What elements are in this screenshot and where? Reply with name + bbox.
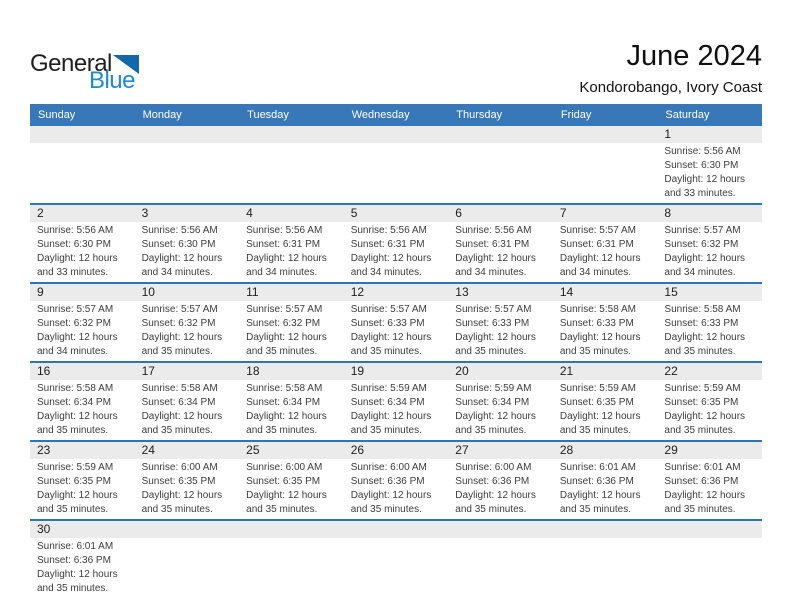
daylight-text: Daylight: 12 hours and 35 minutes. (455, 411, 536, 436)
day-cell (344, 284, 449, 361)
day-number: 28 (553, 442, 658, 459)
sunrise-text: Sunrise: 5:58 AM (246, 383, 323, 394)
daylight-text: Daylight: 12 hours and 35 minutes. (664, 332, 746, 357)
day-number: 14 (553, 284, 658, 301)
day-number: 18 (239, 363, 344, 380)
day-number: 10 (135, 284, 240, 301)
daylight-text: Daylight: 12 hours and 35 minutes. (37, 490, 118, 515)
daylight-text: Daylight: 12 hours and 35 minutes. (37, 411, 118, 436)
day-info (657, 538, 762, 595)
day-info (239, 380, 344, 440)
sunrise-text: Sunrise: 6:00 AM (141, 462, 218, 473)
sunrise-text: Sunrise: 5:57 AM (559, 225, 636, 236)
day-number: 8 (657, 205, 762, 222)
weekday-header-row (30, 104, 762, 126)
day-info (30, 222, 135, 282)
day-cell (135, 284, 240, 361)
sunset-text: Sunset: 6:36 PM (350, 476, 425, 487)
title-block (579, 40, 762, 97)
daylight-text: Daylight: 12 hours and 34 minutes. (37, 332, 118, 357)
sunrise-text: Sunrise: 5:58 AM (559, 304, 636, 315)
day-cell (448, 363, 553, 440)
day-cell (553, 521, 658, 598)
sunrise-text: Sunrise: 5:58 AM (664, 304, 741, 315)
day-number: 16 (30, 363, 135, 380)
day-info (30, 538, 135, 598)
day-number: 9 (30, 284, 135, 301)
daylight-text: Daylight: 12 hours and 33 minutes. (664, 174, 746, 199)
sunset-text: Sunset: 6:35 PM (559, 397, 634, 408)
day-cell (344, 521, 449, 598)
day-info (30, 380, 135, 440)
daylight-text: Daylight: 12 hours and 34 minutes. (559, 253, 641, 278)
daylight-text: Daylight: 12 hours and 35 minutes. (141, 490, 223, 515)
sunrise-text: Sunrise: 6:01 AM (664, 462, 741, 473)
daylight-text: Daylight: 12 hours and 35 minutes. (246, 490, 327, 515)
logo-text-blue: Blue (88, 67, 135, 94)
page-header (30, 0, 762, 104)
sunrise-text: Sunrise: 5:59 AM (559, 383, 636, 394)
daylight-text: Daylight: 12 hours and 35 minutes. (246, 332, 327, 357)
day-number (657, 521, 762, 538)
day-info (553, 538, 658, 595)
day-number: 3 (135, 205, 240, 222)
sunset-text: Sunset: 6:33 PM (350, 318, 425, 329)
calendar-week-row (30, 126, 762, 203)
sunset-text: Sunset: 6:34 PM (350, 397, 425, 408)
day-number (239, 126, 344, 143)
day-cell (30, 363, 135, 440)
daylight-text: Daylight: 12 hours and 34 minutes. (141, 253, 223, 278)
sunset-text: Sunset: 6:32 PM (141, 318, 216, 329)
day-info (239, 301, 344, 361)
day-cell (657, 205, 762, 282)
sunset-text: Sunset: 6:32 PM (246, 318, 321, 329)
sunrise-text: Sunrise: 5:57 AM (350, 304, 427, 315)
day-info (657, 380, 762, 440)
day-cell (448, 126, 553, 203)
day-cell (553, 284, 658, 361)
day-number: 26 (344, 442, 449, 459)
day-cell (553, 205, 658, 282)
day-number (344, 126, 449, 143)
day-cell (239, 126, 344, 203)
day-info (553, 301, 658, 361)
day-info (553, 380, 658, 440)
sunset-text: Sunset: 6:36 PM (664, 476, 739, 487)
general-blue-logo (30, 50, 140, 99)
sunset-text: Sunset: 6:33 PM (664, 318, 739, 329)
day-info (135, 380, 240, 440)
sunset-text: Sunset: 6:35 PM (141, 476, 216, 487)
day-cell (553, 363, 658, 440)
sunrise-text: Sunrise: 5:59 AM (37, 462, 114, 473)
day-info (344, 459, 449, 519)
day-cell (239, 205, 344, 282)
day-cell (30, 284, 135, 361)
day-number: 17 (135, 363, 240, 380)
daylight-text: Daylight: 12 hours and 35 minutes. (141, 332, 223, 357)
day-number (448, 126, 553, 143)
day-number: 4 (239, 205, 344, 222)
daylight-text: Daylight: 12 hours and 34 minutes. (664, 253, 746, 278)
sunset-text: Sunset: 6:34 PM (141, 397, 216, 408)
day-number (448, 521, 553, 538)
daylight-text: Daylight: 12 hours and 33 minutes. (37, 253, 118, 278)
day-number: 22 (657, 363, 762, 380)
calendar-week-row (30, 203, 762, 282)
sunset-text: Sunset: 6:34 PM (455, 397, 530, 408)
day-number: 7 (553, 205, 658, 222)
sunrise-text: Sunrise: 6:00 AM (246, 462, 323, 473)
sunset-text: Sunset: 6:31 PM (559, 239, 634, 250)
day-number: 29 (657, 442, 762, 459)
daylight-text: Daylight: 12 hours and 35 minutes. (350, 411, 432, 436)
weekday-header-tuesday: Tuesday (247, 109, 289, 121)
day-cell (448, 521, 553, 598)
day-number: 15 (657, 284, 762, 301)
day-number: 12 (344, 284, 449, 301)
day-cell (344, 126, 449, 203)
sunset-text: Sunset: 6:34 PM (37, 397, 111, 408)
sunset-text: Sunset: 6:35 PM (246, 476, 321, 487)
daylight-text: Daylight: 12 hours and 35 minutes. (559, 411, 641, 436)
daylight-text: Daylight: 12 hours and 35 minutes. (455, 490, 536, 515)
day-number: 24 (135, 442, 240, 459)
sunset-text: Sunset: 6:31 PM (350, 239, 425, 250)
day-cell (344, 205, 449, 282)
day-number: 21 (553, 363, 658, 380)
weekday-header-monday: Monday (142, 109, 182, 121)
sunset-text: Sunset: 6:34 PM (246, 397, 321, 408)
day-cell (135, 442, 240, 519)
sunset-text: Sunset: 6:35 PM (37, 476, 111, 487)
sunrise-text: Sunrise: 5:58 AM (37, 383, 114, 394)
day-number (553, 521, 658, 538)
day-info (448, 538, 553, 595)
daylight-text: Daylight: 12 hours and 34 minutes. (455, 253, 536, 278)
day-cell (657, 126, 762, 203)
daylight-text: Daylight: 12 hours and 35 minutes. (455, 332, 536, 357)
daylight-text: Daylight: 12 hours and 34 minutes. (350, 253, 432, 278)
location-subtitle: Kondorobango, Ivory Coast (579, 79, 762, 96)
sunset-text: Sunset: 6:36 PM (455, 476, 530, 487)
day-info (553, 143, 658, 200)
sunrise-text: Sunrise: 5:57 AM (664, 225, 741, 236)
day-info (344, 380, 449, 440)
day-cell (135, 363, 240, 440)
sunrise-text: Sunrise: 5:59 AM (350, 383, 427, 394)
day-number: 5 (344, 205, 449, 222)
day-cell (448, 284, 553, 361)
sunrise-text: Sunrise: 5:56 AM (246, 225, 323, 236)
month-title: June 2024 (626, 40, 762, 72)
day-number: 6 (448, 205, 553, 222)
sunrise-text: Sunrise: 5:58 AM (141, 383, 218, 394)
sunrise-text: Sunrise: 6:01 AM (559, 462, 636, 473)
day-info (657, 143, 762, 203)
daylight-text: Daylight: 12 hours and 35 minutes. (350, 490, 432, 515)
day-cell (239, 521, 344, 598)
sunrise-text: Sunrise: 5:56 AM (455, 225, 532, 236)
day-number (553, 126, 658, 143)
day-cell (30, 521, 135, 598)
sunset-text: Sunset: 6:33 PM (455, 318, 530, 329)
sunrise-text: Sunrise: 5:56 AM (37, 225, 114, 236)
sunrise-text: Sunrise: 5:56 AM (141, 225, 218, 236)
day-info (448, 380, 553, 440)
weekday-header-thursday: Thursday (456, 109, 503, 121)
day-cell (239, 284, 344, 361)
day-cell (657, 284, 762, 361)
day-info (448, 301, 553, 361)
day-number: 13 (448, 284, 553, 301)
day-cell (657, 442, 762, 519)
day-number: 25 (239, 442, 344, 459)
day-info (239, 143, 344, 200)
day-cell (30, 442, 135, 519)
day-cell (135, 205, 240, 282)
daylight-text: Daylight: 12 hours and 35 minutes. (37, 569, 118, 594)
day-number: 23 (30, 442, 135, 459)
day-number (239, 521, 344, 538)
daylight-text: Daylight: 12 hours and 35 minutes. (559, 332, 641, 357)
sunrise-text: Sunrise: 5:56 AM (664, 146, 741, 157)
day-cell (553, 442, 658, 519)
calendar-week-row (30, 361, 762, 440)
day-number (30, 126, 135, 143)
day-number: 27 (448, 442, 553, 459)
day-info (657, 301, 762, 361)
day-info (344, 301, 449, 361)
sunset-text: Sunset: 6:32 PM (664, 239, 739, 250)
sunrise-text: Sunrise: 5:59 AM (455, 383, 532, 394)
day-number: 19 (344, 363, 449, 380)
daylight-text: Daylight: 12 hours and 35 minutes. (664, 411, 746, 436)
sunrise-text: Sunrise: 5:59 AM (664, 383, 741, 394)
day-info (344, 538, 449, 595)
sunset-text: Sunset: 6:32 PM (37, 318, 111, 329)
day-number: 11 (239, 284, 344, 301)
day-number: 1 (657, 126, 762, 143)
sunset-text: Sunset: 6:31 PM (455, 239, 530, 250)
sunset-text: Sunset: 6:33 PM (559, 318, 634, 329)
day-info (135, 143, 240, 200)
sunrise-text: Sunrise: 5:57 AM (246, 304, 323, 315)
daylight-text: Daylight: 12 hours and 35 minutes. (559, 490, 641, 515)
sunset-text: Sunset: 6:30 PM (141, 239, 216, 250)
sunset-text: Sunset: 6:35 PM (664, 397, 739, 408)
weekday-header-sunday: Sunday (38, 109, 76, 121)
day-cell (344, 442, 449, 519)
day-info (239, 459, 344, 519)
calendar-week-row (30, 440, 762, 519)
day-number (344, 521, 449, 538)
daylight-text: Daylight: 12 hours and 35 minutes. (350, 332, 432, 357)
day-info (344, 222, 449, 282)
day-info (30, 301, 135, 361)
day-info (344, 143, 449, 200)
sunrise-text: Sunrise: 5:57 AM (141, 304, 218, 315)
calendar-grid (30, 126, 762, 598)
weekday-header-friday: Friday (560, 109, 592, 121)
day-cell (657, 521, 762, 598)
day-cell (30, 205, 135, 282)
day-cell (553, 126, 658, 203)
day-info (135, 459, 240, 519)
day-cell (135, 521, 240, 598)
sunset-text: Sunset: 6:31 PM (246, 239, 321, 250)
sunrise-text: Sunrise: 6:00 AM (350, 462, 427, 473)
weekday-header-wednesday: Wednesday (351, 109, 410, 121)
day-info (135, 222, 240, 282)
day-cell (135, 126, 240, 203)
day-info (239, 538, 344, 595)
sunrise-text: Sunrise: 5:57 AM (455, 304, 532, 315)
sunrise-text: Sunrise: 5:56 AM (350, 225, 427, 236)
day-number: 30 (30, 521, 135, 538)
daylight-text: Daylight: 12 hours and 35 minutes. (246, 411, 327, 436)
day-info (239, 222, 344, 282)
day-cell (239, 363, 344, 440)
day-info (657, 222, 762, 282)
day-info (553, 222, 658, 282)
day-info (448, 143, 553, 200)
day-cell (344, 363, 449, 440)
day-cell (448, 442, 553, 519)
daylight-text: Daylight: 12 hours and 35 minutes. (664, 490, 746, 515)
sunset-text: Sunset: 6:30 PM (664, 160, 739, 171)
day-info (448, 222, 553, 282)
weekday-header-saturday: Saturday (665, 109, 710, 121)
sunset-text: Sunset: 6:30 PM (37, 239, 111, 250)
daylight-text: Daylight: 12 hours and 34 minutes. (246, 253, 327, 278)
day-info (135, 538, 240, 595)
day-number (135, 521, 240, 538)
logo-text-general: General (30, 50, 112, 77)
day-info (448, 459, 553, 519)
day-cell (448, 205, 553, 282)
day-number: 20 (448, 363, 553, 380)
day-number: 2 (30, 205, 135, 222)
day-number (135, 126, 240, 143)
day-info (553, 459, 658, 519)
calendar-week-row (30, 519, 762, 598)
sunset-text: Sunset: 6:36 PM (559, 476, 634, 487)
daylight-text: Daylight: 12 hours and 35 minutes. (141, 411, 223, 436)
day-cell (30, 126, 135, 203)
day-cell (239, 442, 344, 519)
day-info (135, 301, 240, 361)
sunrise-text: Sunrise: 6:00 AM (455, 462, 532, 473)
sunrise-text: Sunrise: 5:57 AM (37, 304, 114, 315)
day-cell (657, 363, 762, 440)
sunset-text: Sunset: 6:36 PM (37, 555, 111, 566)
sunrise-text: Sunrise: 6:01 AM (37, 541, 114, 552)
day-info (657, 459, 762, 519)
day-info (30, 459, 135, 519)
day-info (30, 143, 135, 200)
calendar-week-row (30, 282, 762, 361)
